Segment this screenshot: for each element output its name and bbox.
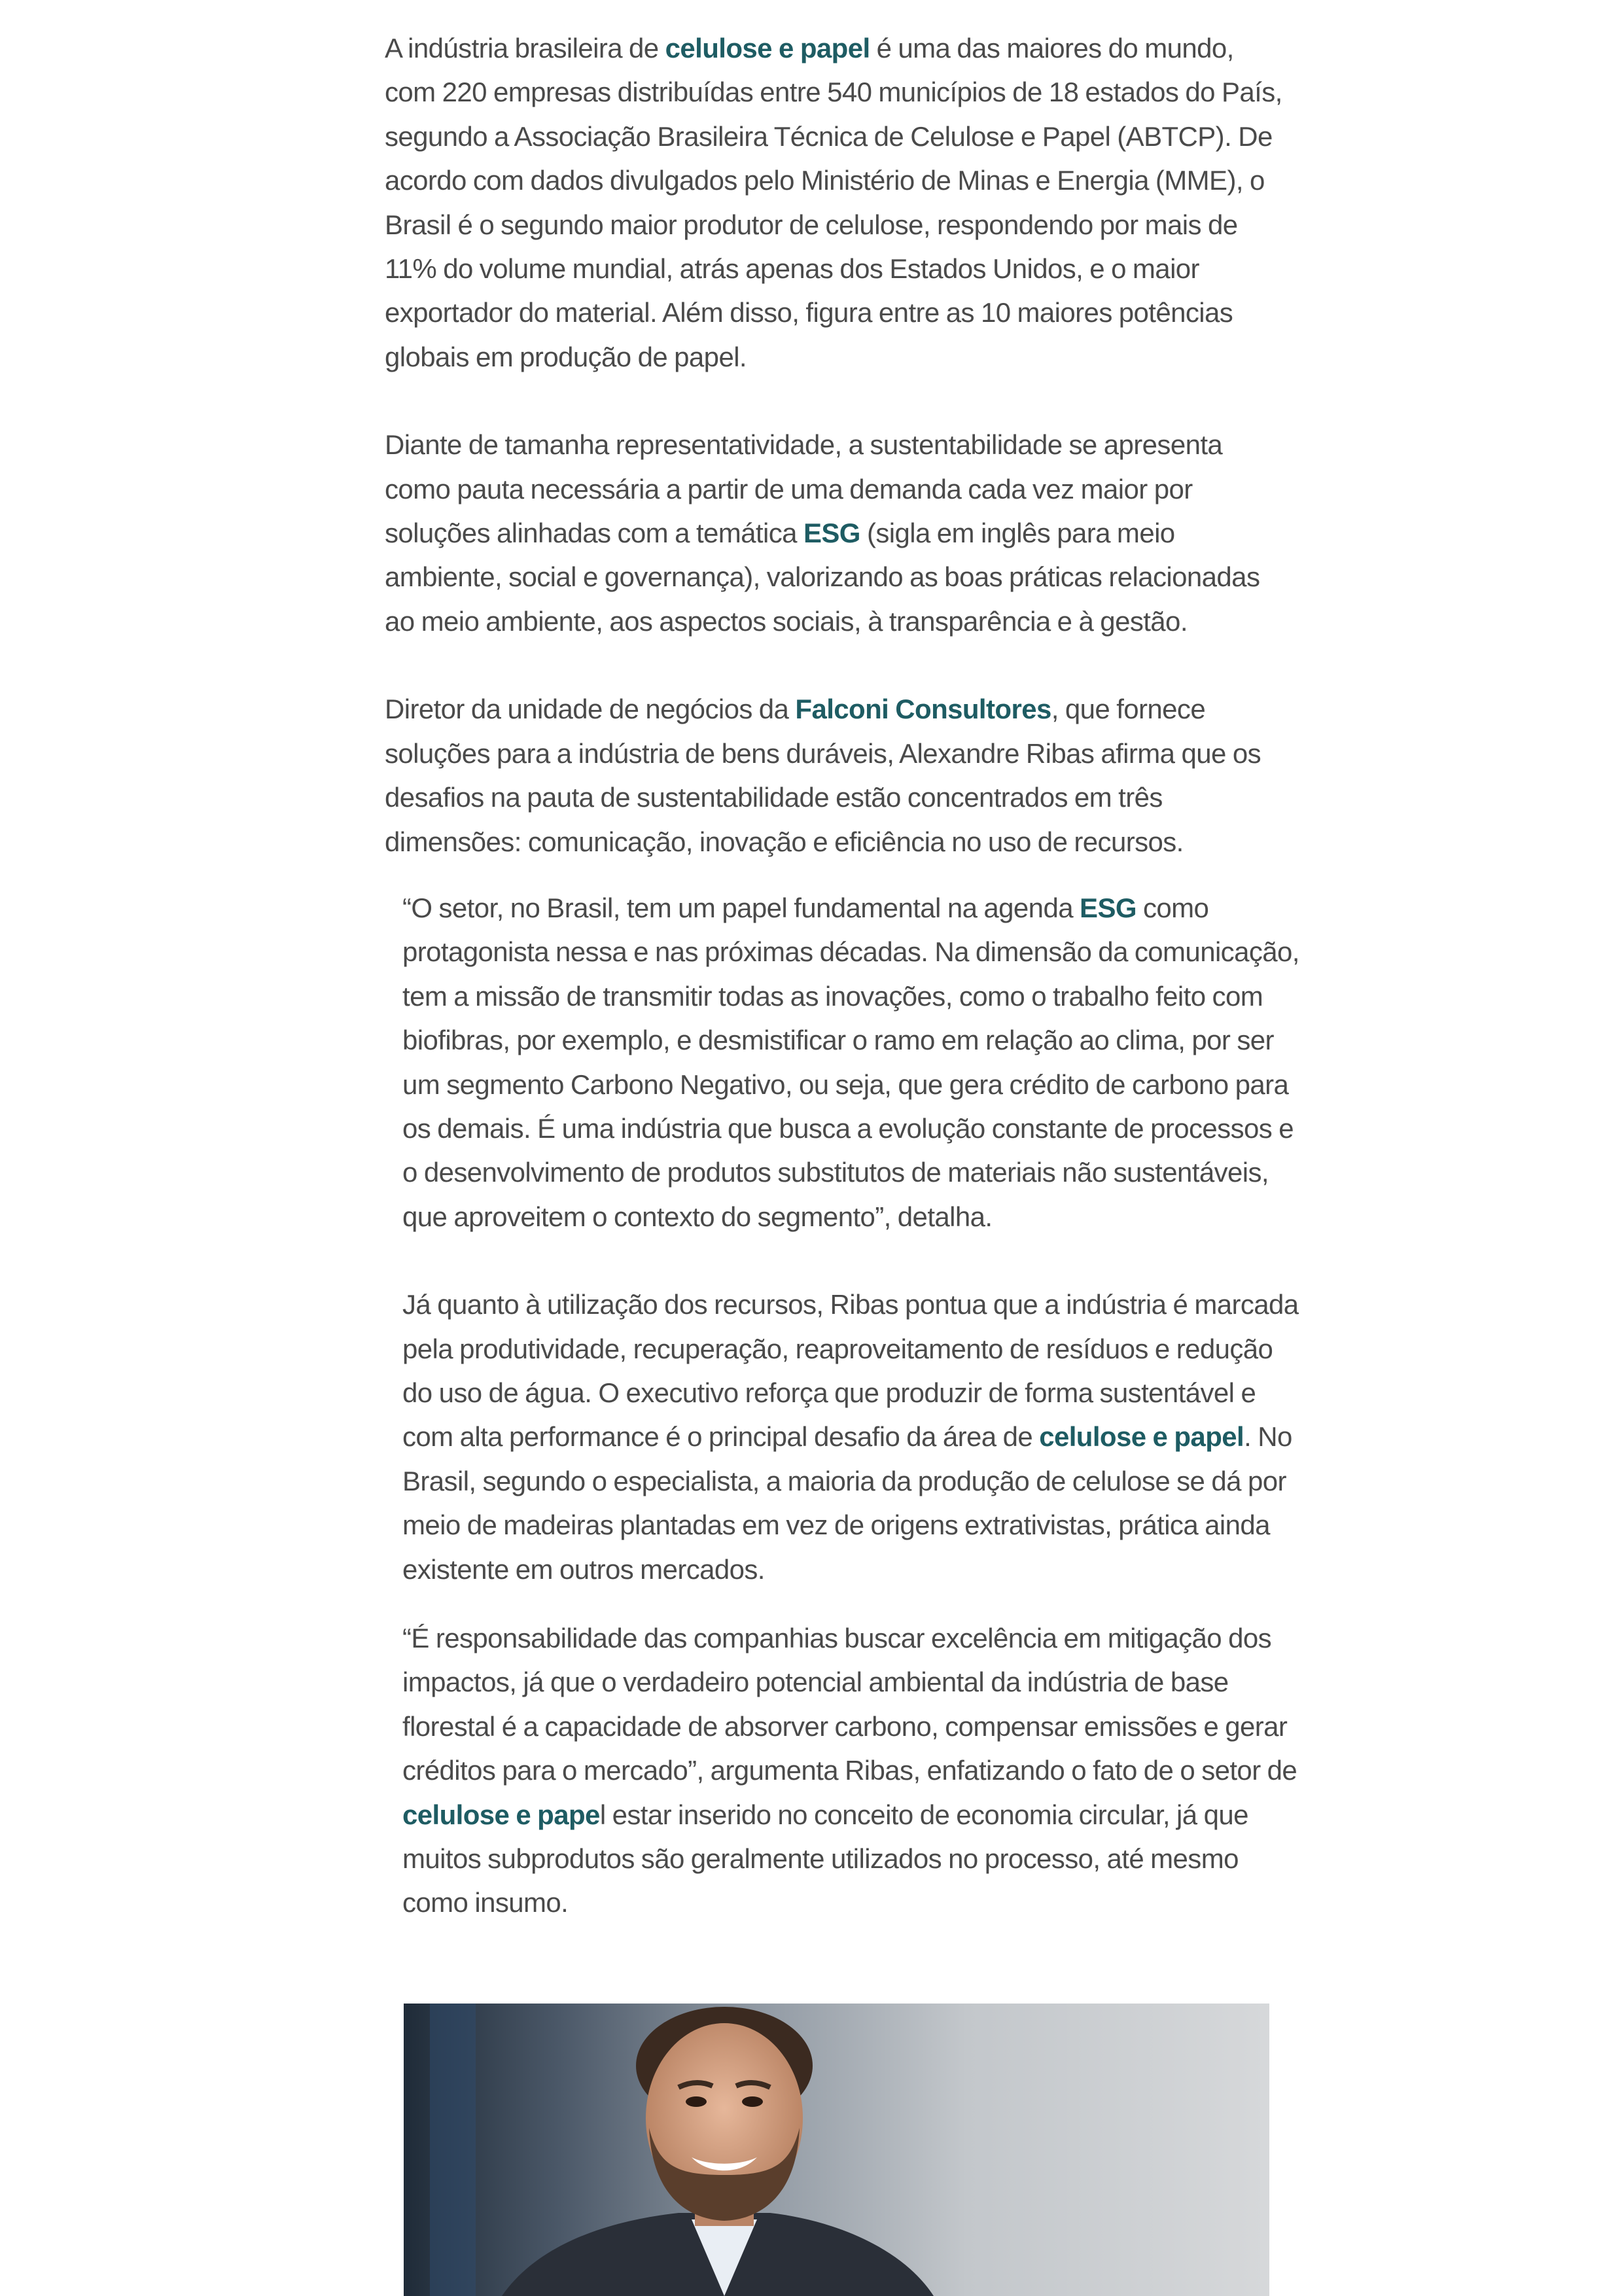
paragraph-resources [402,1282,1305,1591]
portrait-photo-icon [404,2004,1269,2296]
paragraph-text: (sigla em inglês para meio ambiente, social e governança), valorizando as boas práticas relacionadas ao meio ambiente, aos aspectos sociais, à transparência e à gestão. [385,518,1260,637]
paragraph-quote-1 [402,886,1305,1239]
paragraph-intro [385,26,1288,379]
paragraph-director [385,687,1288,864]
paragraph-quote-2 [402,1616,1305,1925]
highlight-link-celulose-papel[interactable]: celulose e papel [665,33,870,63]
paragraph-text: como protagonista nessa e nas próximas décadas. Na dimensão da comunicação, tem a missão de transmitir todas as inovações, como o trabalho feito com biofibras, por exemplo, e desmistificar o ramo em relação ao clima, por ser um segmento Carbono Negativo, ou seja, que gera crédito de carbono para os demais. É uma indústria que busca a evolução constante de processos e o desenvolvimento de produtos substitutos de materiais não sustentáveis, que aproveitem o contexto do segmento”, detalha. [402,892,1299,1232]
paragraph-text: , que fornece soluções para a indústria de bens duráveis, Alexandre Ribas afirma que os desafios na pauta de sustentabilidade estão concentrados em três dimensões: comunicação, inovação e eficiência no uso de recursos. [385,694,1261,857]
highlight-link-esg[interactable]: ESG [803,518,860,549]
paragraph-text: l estar inserido no conceito de economia circular, já que muitos subprodutos são geralmente utilizados no processo, até mesmo como insumo. [402,1799,1248,1918]
paragraph-text: Diante de tamanha representatividade, a sustentabilidade se apresenta como pauta necessária a partir de uma demanda cada vez maior por soluções alinhadas com a temática [385,429,1223,549]
paragraph-text: “É responsabilidade das companhias buscar excelência em mitigação dos impactos, já que o verdadeiro potencial ambiental da indústria de base florestal é a capacidade de absorver carbono, compensar emissões e gerar créditos para o mercado”, argumenta Ribas, enfatizando o fato de o setor de [402,1623,1297,1786]
highlight-link-celulose-papel[interactable]: celulose e pape [402,1799,600,1830]
paragraph-text: Já quanto à utilização dos recursos, Ribas pontua que a indústria é marcada pela produtividade, recuperação, reaproveitamento de resíduos e redução do uso de água. O executivo reforça que produzir de forma sustentável e com alta performance é o principal desafio da área de [402,1289,1299,1453]
paragraph-sustainability [385,423,1288,643]
paragraph-text: A indústria brasileira de [385,33,665,63]
highlight-link-falconi[interactable]: Falconi Consultores [795,694,1051,725]
portrait-photo [404,2004,1269,2296]
article-body [385,26,1299,1925]
highlight-link-esg[interactable]: ESG [1080,892,1137,923]
highlight-link-celulose-papel[interactable]: celulose e papel [1039,1421,1244,1453]
paragraph-text: Diretor da unidade de negócios da [385,694,796,725]
paragraph-text: “O setor, no Brasil, tem um papel fundamental na agenda [402,892,1080,923]
paragraph-text: é uma das maiores do mundo, com 220 empresas distribuídas entre 540 municípios de 18 estados do País, segundo a Associação Brasileira Técnica de Celulose e Papel (ABTCP). De acordo com dados divulgados pelo Ministério de Minas e Energia (MME), o Brasil é o segundo maior produtor de celulose, respondendo por mais de 11% do volume mundial, atrás apenas dos Estados Unidos, e o maior exportador do material. Além disso, figura entre as 10 maiores potências globais em produção de papel. [385,33,1282,372]
paragraph-text: . No Brasil, segundo o especialista, a maioria da produção de celulose se dá por meio de madeiras plantadas em vez de origens extrativistas, prática ainda existente em outros mercados. [402,1421,1292,1585]
